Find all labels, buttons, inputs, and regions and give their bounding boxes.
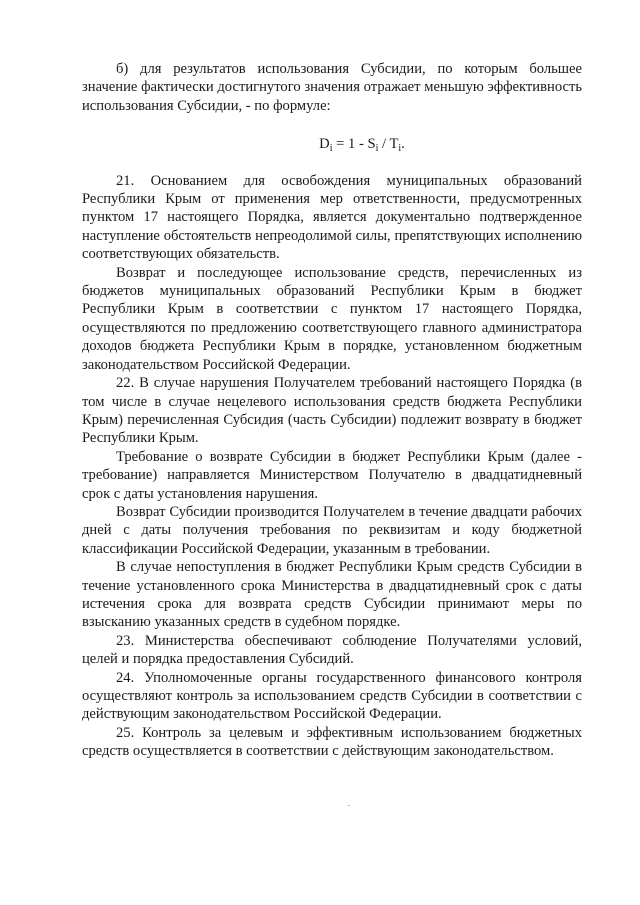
paragraph-24: 24. Уполномоченные органы государственного финансового контроля осуществляют контроль за использованием средств Субсидии в соответствии с действующим законодательством Российской Федерации.	[82, 669, 582, 723]
formula	[82, 135, 582, 153]
paragraph-22-nonreceipt: В случае непоступления в бюджет Республики Крым средств Субсидии в течение установленного срока Министерства в двадцатидневный срок с даты истечения срока для возврата средств Субсидии принимают меры по взысканию указанных средств в судебном порядке.	[82, 559, 582, 631]
formula-middle: = 1 - S	[332, 136, 376, 153]
paragraph-22-requirement: Требование о возврате Субсидии в бюджет Республики Крым (далее - требование) направляется Министерством Получателю в двадцатидневный срок с даты установления нарушения.	[82, 448, 582, 502]
formula-end: .	[401, 136, 405, 153]
formula-mid-sub: i	[375, 143, 379, 155]
paragraph-23: 23. Министерства обеспечивают соблюдение Получателями условий, целей и порядка предоставления Субсидий.	[82, 632, 582, 668]
formula-lhs-sub: i	[329, 143, 333, 155]
formula-rhs: / T	[378, 136, 399, 153]
scan-speck	[348, 805, 350, 806]
formula-rhs-sub: i	[398, 143, 402, 155]
paragraph-22: 22. В случае нарушения Получателем требований настоящего Порядка (в том числе в случае нецелевого использования средств бюджета Республики Крым) перечисленная Субсидия (часть Субсидии) подлежит возврату в бюджет Республики Крым.	[82, 375, 582, 447]
paragraph-22-refund: Возврат Субсидии производится Получателем в течение двадцати рабочих дней с даты получения требования по реквизитам и коду бюджетной классификации Российской Федерации, указанным в требовании.	[82, 503, 582, 557]
paragraph-b-clause: б) для результатов использования Субсидии, по которым большее значение фактически достигнутого значения отражает меньшую эффективность использования Субсидии, - по формуле:	[82, 61, 582, 114]
paragraph-21-return: Возврат и последующее использование средств, перечисленных из бюджетов муниципальных образований Республики Крым в бюджет Республики Крым в соответствии с пунктом 17 настоящего Порядка, осуществляются по предложению соответствующего главного администратора доходов бюджета Республики Крым в порядке, установленном бюджетным законодательством Российской Федерации.	[82, 264, 582, 373]
paragraph-21: 21. Основанием для освобождения муниципальных образований Республики Крым от применения мер ответственности, предусмотренных пунктом 17 настоящего Порядка, является документально подтвержденное наступление обстоятельств непреодолимой силы, препятствующих исполнению соответствующих обязательств.	[82, 172, 582, 263]
formula-lhs: D	[319, 136, 330, 153]
document-page	[82, 60, 582, 761]
paragraph-25: 25. Контроль за целевым и эффективным использованием бюджетных средств осуществляется в соответствии с действующим законодательством.	[82, 724, 582, 760]
